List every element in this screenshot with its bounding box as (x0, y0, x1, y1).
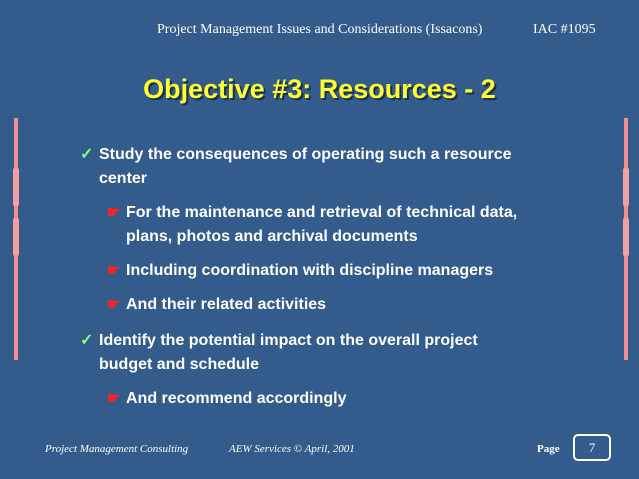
sub-bullet-item (107, 387, 587, 411)
sub-bullet-item (107, 293, 587, 317)
sub-bullet-item (107, 259, 587, 283)
check-icon: ✓ (80, 146, 94, 163)
bullet-text: And their related activities (126, 296, 327, 313)
bullet-text: Including coordination with discipline managers (126, 262, 494, 279)
footer-copyright: AEW Services © April, 2001 (229, 443, 355, 455)
header-title: Project Management Issues and Considerations (Issacons) (157, 22, 483, 37)
footer-company: Project Management Consulting (45, 443, 189, 455)
slide-title: Objective #3: Resources - 2 (143, 74, 496, 104)
check-icon: ✓ (80, 332, 94, 349)
bullet-text: center (99, 170, 148, 187)
bullet-text: And recommend accordingly (126, 390, 347, 407)
bullet-item (80, 143, 580, 191)
sub-bullet-item (107, 201, 587, 249)
pointing-hand-icon: ☛ (107, 262, 121, 279)
bullet-text: budget and schedule (99, 356, 260, 373)
pointing-hand-icon: ☛ (107, 204, 121, 221)
bullet-text: Identify the potential impact on the overall project (99, 332, 478, 349)
page-number-box: 7 (573, 434, 611, 461)
pointing-hand-icon: ☛ (107, 390, 121, 407)
bullet-text: For the maintenance and retrieval of technical data, (126, 204, 518, 221)
bullet-item (80, 329, 580, 377)
page-label: Page (537, 443, 560, 455)
bullet-text: plans, photos and archival documents (126, 228, 418, 245)
pointing-hand-icon: ☛ (107, 296, 121, 313)
header-code: IAC #1095 (533, 22, 596, 37)
bullet-text: Study the consequences of operating such a resource (99, 146, 512, 163)
